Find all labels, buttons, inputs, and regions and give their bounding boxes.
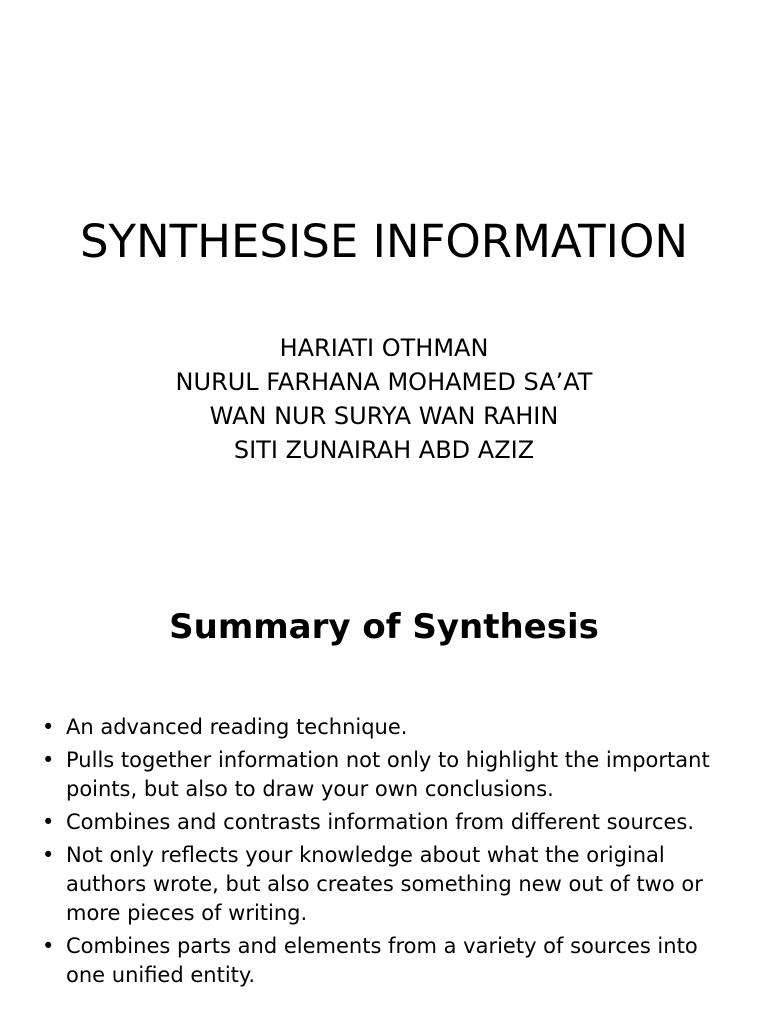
bullet-text: Combines and contrasts information from different sources. xyxy=(66,810,695,834)
bullet-icon: • xyxy=(42,715,55,739)
bullet-icon: • xyxy=(42,843,55,867)
author-name: NURUL FARHANA MOHAMED SA’AT xyxy=(175,368,593,396)
bullet-icon: • xyxy=(42,810,55,834)
bullet-item xyxy=(42,808,722,837)
summary-title: Summary of Synthesis xyxy=(169,607,599,647)
bullet-icon: • xyxy=(42,934,55,958)
bullet-text: Combines parts and elements from a variety of sources into one unified entity. xyxy=(66,934,698,987)
presentation-title: SYNTHESISE INFORMATION xyxy=(79,215,689,268)
bullet-text: Pulls together information not only to highlight the important points, but also to draw your own conclusions. xyxy=(66,748,710,801)
bullet-text: An advanced reading technique. xyxy=(66,715,408,739)
bullet-item xyxy=(42,932,722,990)
bullet-item xyxy=(42,713,722,742)
bullet-text: Not only reflects your knowledge about what the original authors wrote, but also creates something new out of two or more pieces of writing. xyxy=(66,843,703,925)
bullet-item xyxy=(42,746,722,804)
author-name: WAN NUR SURYA WAN RAHIN xyxy=(209,402,559,430)
bullet-icon: • xyxy=(42,748,55,772)
author-name: HARIATI OTHMAN xyxy=(279,334,489,362)
summary-bullet-list xyxy=(42,713,722,994)
bullet-item xyxy=(42,841,722,928)
author-list xyxy=(0,331,768,467)
author-name: SITI ZUNAIRAH ABD AZIZ xyxy=(233,436,535,464)
